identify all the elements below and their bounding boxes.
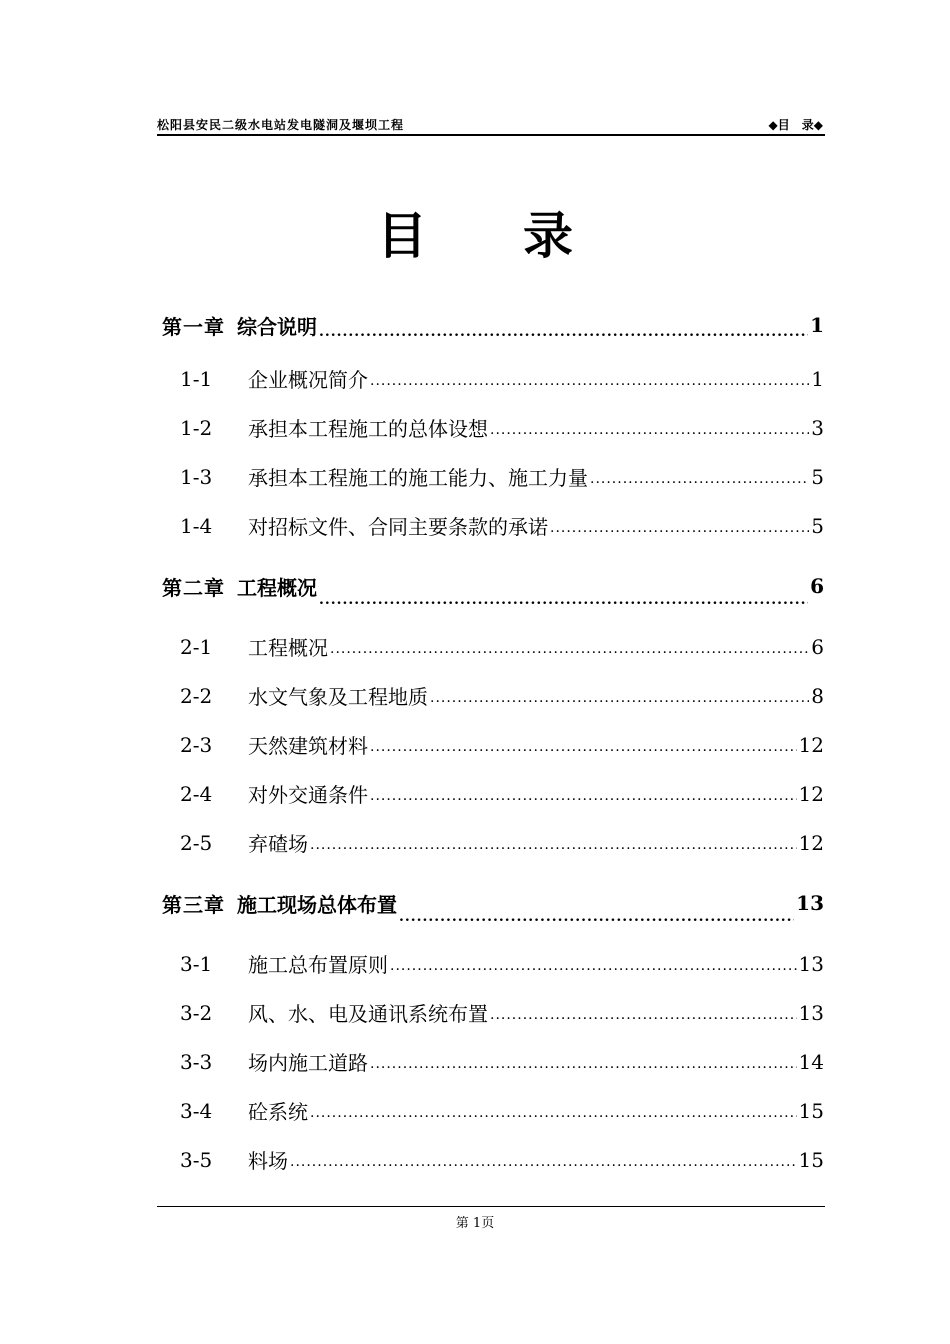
dot-leader bbox=[370, 788, 797, 818]
dot-leader bbox=[330, 641, 809, 671]
entry-page: 6 bbox=[811, 634, 824, 659]
entry-page: 14 bbox=[798, 1049, 824, 1074]
entry-number: 1-3 bbox=[180, 464, 213, 489]
toc-entry-chapter-1[interactable] bbox=[162, 296, 824, 354]
page-header bbox=[157, 112, 825, 136]
section-label: ◆目 录◆ bbox=[768, 118, 823, 132]
entry-page: 13 bbox=[796, 891, 824, 915]
entry-number: 3-1 bbox=[180, 951, 213, 976]
dot-leader bbox=[370, 739, 797, 769]
entry-page: 12 bbox=[798, 830, 824, 855]
entry-page: 1 bbox=[811, 366, 824, 391]
entry-number: 1-2 bbox=[180, 415, 213, 440]
dot-leader bbox=[590, 471, 809, 501]
entry-label: 天然建筑材料 bbox=[248, 734, 368, 758]
entry-label: 综合说明 bbox=[237, 314, 317, 339]
toc-entry[interactable] bbox=[162, 1135, 824, 1184]
entry-number: 2-5 bbox=[180, 830, 213, 855]
entry-label: 工程概况 bbox=[237, 575, 317, 600]
entry-page: 12 bbox=[798, 732, 824, 757]
dot-leader bbox=[430, 690, 809, 720]
project-title: 松阳县安民二级水电站发电隧洞及堰坝工程 bbox=[157, 118, 405, 132]
dot-leader bbox=[319, 324, 808, 354]
toc-entry[interactable] bbox=[162, 622, 824, 671]
toc-entry[interactable] bbox=[162, 769, 824, 818]
entry-number: 2-4 bbox=[180, 781, 213, 806]
entry-number: 1-1 bbox=[180, 366, 213, 391]
entry-page: 5 bbox=[811, 513, 824, 538]
footer-divider bbox=[157, 1206, 825, 1207]
entry-page: 12 bbox=[798, 781, 824, 806]
entry-label: 承担本工程施工的施工能力、施工力量 bbox=[248, 466, 588, 490]
entry-page: 13 bbox=[798, 1000, 824, 1025]
entry-number: 1-4 bbox=[180, 513, 213, 538]
entry-page: 6 bbox=[810, 574, 824, 598]
toc-entry-chapter-3[interactable] bbox=[162, 867, 824, 939]
entry-number: 第二章 bbox=[162, 575, 225, 600]
entry-label: 砼系统 bbox=[248, 1100, 308, 1124]
dot-leader bbox=[290, 1154, 797, 1184]
entry-label: 企业概况简介 bbox=[248, 368, 368, 392]
entry-number: 第一章 bbox=[162, 314, 225, 339]
dot-leader bbox=[310, 837, 797, 867]
entry-label: 风、水、电及通讯系统布置 bbox=[248, 1002, 488, 1026]
entry-number: 3-3 bbox=[180, 1049, 213, 1074]
entry-number: 第三章 bbox=[162, 892, 225, 917]
entry-label: 料场 bbox=[248, 1149, 288, 1173]
entry-number: 3-4 bbox=[180, 1098, 213, 1123]
toc-entry[interactable] bbox=[162, 818, 824, 867]
entry-number: 2-3 bbox=[180, 732, 213, 757]
entry-page: 3 bbox=[811, 415, 824, 440]
entry-number: 3-2 bbox=[180, 1000, 213, 1025]
toc-entry[interactable] bbox=[162, 501, 824, 550]
toc-entry[interactable] bbox=[162, 671, 824, 720]
toc-entry[interactable] bbox=[162, 1037, 824, 1086]
entry-label: 对招标文件、合同主要条款的承诺 bbox=[248, 515, 548, 539]
entry-label: 弃碴场 bbox=[248, 832, 308, 856]
entry-page: 15 bbox=[798, 1147, 824, 1172]
entry-page: 15 bbox=[798, 1098, 824, 1123]
entry-page: 13 bbox=[798, 951, 824, 976]
page-number: 第 1页 bbox=[455, 1216, 495, 1231]
dot-leader bbox=[390, 958, 797, 988]
toc-entry[interactable] bbox=[162, 988, 824, 1037]
toc-entry[interactable] bbox=[162, 939, 824, 988]
dot-leader bbox=[550, 520, 809, 550]
dot-leader bbox=[370, 373, 809, 403]
dot-leader bbox=[310, 1105, 797, 1135]
entry-label: 水文气象及工程地质 bbox=[248, 685, 428, 709]
toc-entry-chapter-2[interactable] bbox=[162, 550, 824, 622]
toc-entry[interactable] bbox=[162, 452, 824, 501]
dot-leader bbox=[399, 909, 794, 939]
entry-label: 施工现场总体布置 bbox=[237, 892, 397, 917]
entry-label: 场内施工道路 bbox=[248, 1051, 368, 1075]
dot-leader bbox=[490, 1007, 797, 1037]
entry-label: 对外交通条件 bbox=[248, 783, 368, 807]
dot-leader bbox=[370, 1056, 797, 1086]
toc-entry[interactable] bbox=[162, 720, 824, 769]
entry-page: 8 bbox=[811, 683, 824, 708]
toc-entry[interactable] bbox=[162, 403, 824, 452]
toc-entry[interactable] bbox=[162, 354, 824, 403]
entry-number: 2-1 bbox=[180, 634, 213, 659]
entry-number: 3-5 bbox=[180, 1147, 213, 1172]
entry-page: 5 bbox=[811, 464, 824, 489]
entry-label: 承担本工程施工的总体设想 bbox=[248, 417, 488, 441]
toc-title bbox=[0, 196, 950, 268]
dot-leader bbox=[490, 422, 809, 452]
table-of-contents bbox=[162, 296, 824, 1184]
entry-label: 工程概况 bbox=[248, 636, 328, 660]
toc-title-char-1: 目 bbox=[377, 206, 427, 265]
entry-page: 1 bbox=[810, 313, 824, 337]
entry-label: 施工总布置原则 bbox=[248, 953, 388, 977]
dot-leader bbox=[319, 592, 808, 622]
toc-entry[interactable] bbox=[162, 1086, 824, 1135]
entry-number: 2-2 bbox=[180, 683, 213, 708]
toc-title-char-2: 录 bbox=[523, 206, 573, 265]
